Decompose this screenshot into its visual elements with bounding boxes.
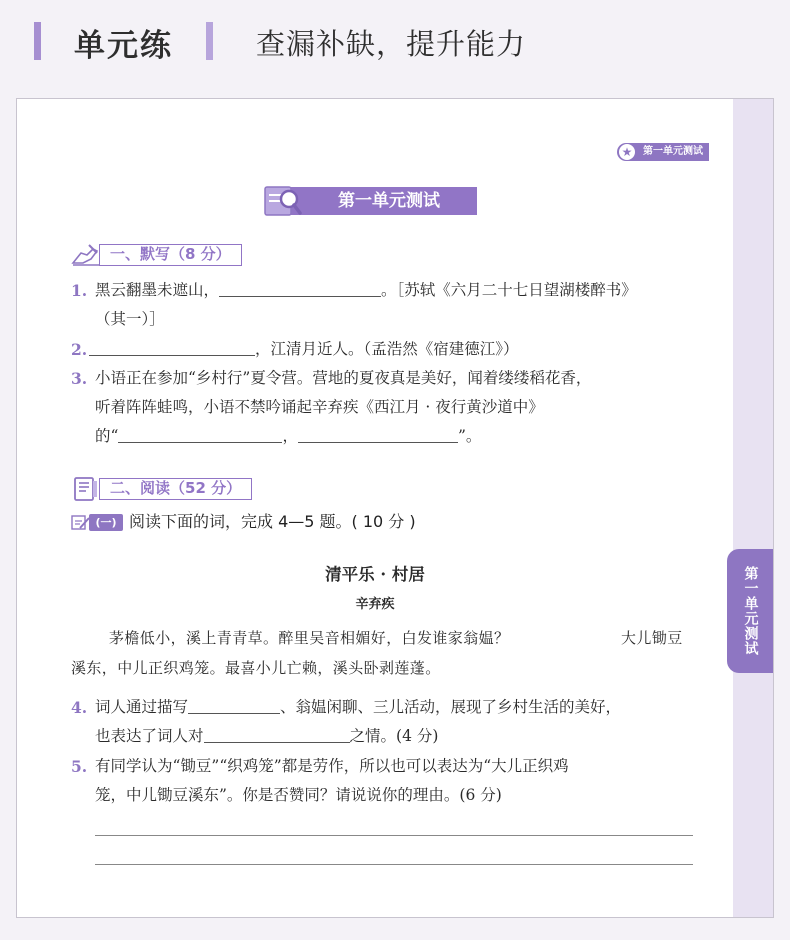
question-4 (71, 693, 621, 751)
poem-title: 清平乐 · 村居 (325, 565, 425, 584)
sub-badge (71, 514, 123, 531)
poem-line (621, 623, 683, 653)
pencil-note-icon (71, 514, 91, 531)
hand-writing-icon (71, 243, 101, 267)
question-5 (71, 752, 569, 810)
answer-blank[interactable] (219, 279, 381, 297)
sub-instruction: 阅读下面的词，完成 4—5 题。( 10 分 ) (129, 512, 416, 531)
answer-line[interactable] (95, 864, 693, 865)
question-number: 3. (71, 369, 88, 388)
book-icon (71, 477, 101, 501)
header-slogan: 查漏补缺，提升能力 (256, 27, 527, 61)
question-number: 2. (71, 340, 88, 359)
poem-line-text: 大儿锄豆 (621, 629, 683, 647)
section-2-label: 二、阅读（52 分） (99, 478, 252, 500)
magnifier-book-icon (263, 183, 303, 219)
exam-page (16, 98, 774, 918)
question-text: 的“ (95, 427, 119, 445)
poem-line-text: 茅檐低小，溪上青青草。醉里吴音相媚好，白发谁家翁媪？ (109, 629, 510, 647)
poem-author: 辛弃疾 (355, 597, 395, 612)
answer-blank[interactable] (89, 338, 255, 356)
brand-title: 单元练 (74, 28, 173, 64)
section-1-label: 一、默写（8 分） (99, 244, 242, 266)
question-3 (71, 364, 591, 451)
answer-blank[interactable] (118, 425, 282, 443)
side-strip (733, 99, 773, 917)
question-text: 笼，中儿锄豆溪东”。你是否赞同？请说说你的理由。(6 分) (95, 786, 502, 804)
star-icon: ★ (619, 144, 635, 160)
corner-tag (617, 143, 709, 161)
test-title (263, 183, 479, 219)
question-text: 有同学认为“锄豆”“织鸡笼”都是劳作，所以也可以表达为“大儿正织鸡 (95, 757, 569, 775)
answer-blank[interactable] (188, 696, 280, 714)
question-text: （其一）］ (95, 310, 165, 328)
accent-bar-left (34, 22, 41, 60)
question-number: 4. (71, 698, 88, 717)
corner-tag-label: 第一单元测试 (643, 146, 703, 157)
poem-line (109, 623, 509, 653)
poem-line (71, 653, 441, 683)
accent-bar-middle (206, 22, 213, 60)
question-number: 1. (71, 281, 88, 300)
answer-line[interactable] (95, 835, 693, 836)
question-text: 也表达了词人对 (95, 727, 204, 745)
question-text: ，江清月近人。（孟浩然《宿建德江》） (255, 340, 519, 358)
question-text: 小语正在参加“乡村行”夏令营。营地的夏夜真是美好，闻着缕缕稻花香， (95, 369, 592, 387)
poem-line-text: 溪东，中儿正织鸡笼。最喜小儿亡赖，溪头卧剥莲蓬。 (71, 659, 441, 677)
question-text: 之情。(4 分) (349, 727, 439, 745)
test-title-text: 第一单元测试 (291, 187, 477, 215)
sub-badge-label: (一) (89, 514, 123, 531)
top-header (0, 0, 790, 88)
question-text: 、翁媪闲聊、三儿活动，展现了乡村生活的美好， (280, 698, 622, 716)
answer-blank[interactable] (204, 725, 350, 743)
side-tab[interactable]: 第一单元测试 (727, 549, 773, 673)
question-number: 5. (71, 757, 88, 776)
question-2 (71, 335, 519, 364)
question-text: ， (282, 427, 298, 445)
question-1 (71, 276, 637, 334)
answer-blank[interactable] (298, 425, 458, 443)
question-text: 听着阵阵蛙鸣，小语不禁吟诵起辛弃疾《西江月 · 夜行黄沙道中》 (95, 398, 544, 416)
question-text: 。［苏轼《六月二十七日望湖楼醉书》 (381, 281, 637, 299)
question-text: ”。 (457, 427, 482, 445)
question-text: 黑云翻墨未遮山， (95, 281, 220, 299)
question-text: 词人通过描写 (95, 698, 189, 716)
